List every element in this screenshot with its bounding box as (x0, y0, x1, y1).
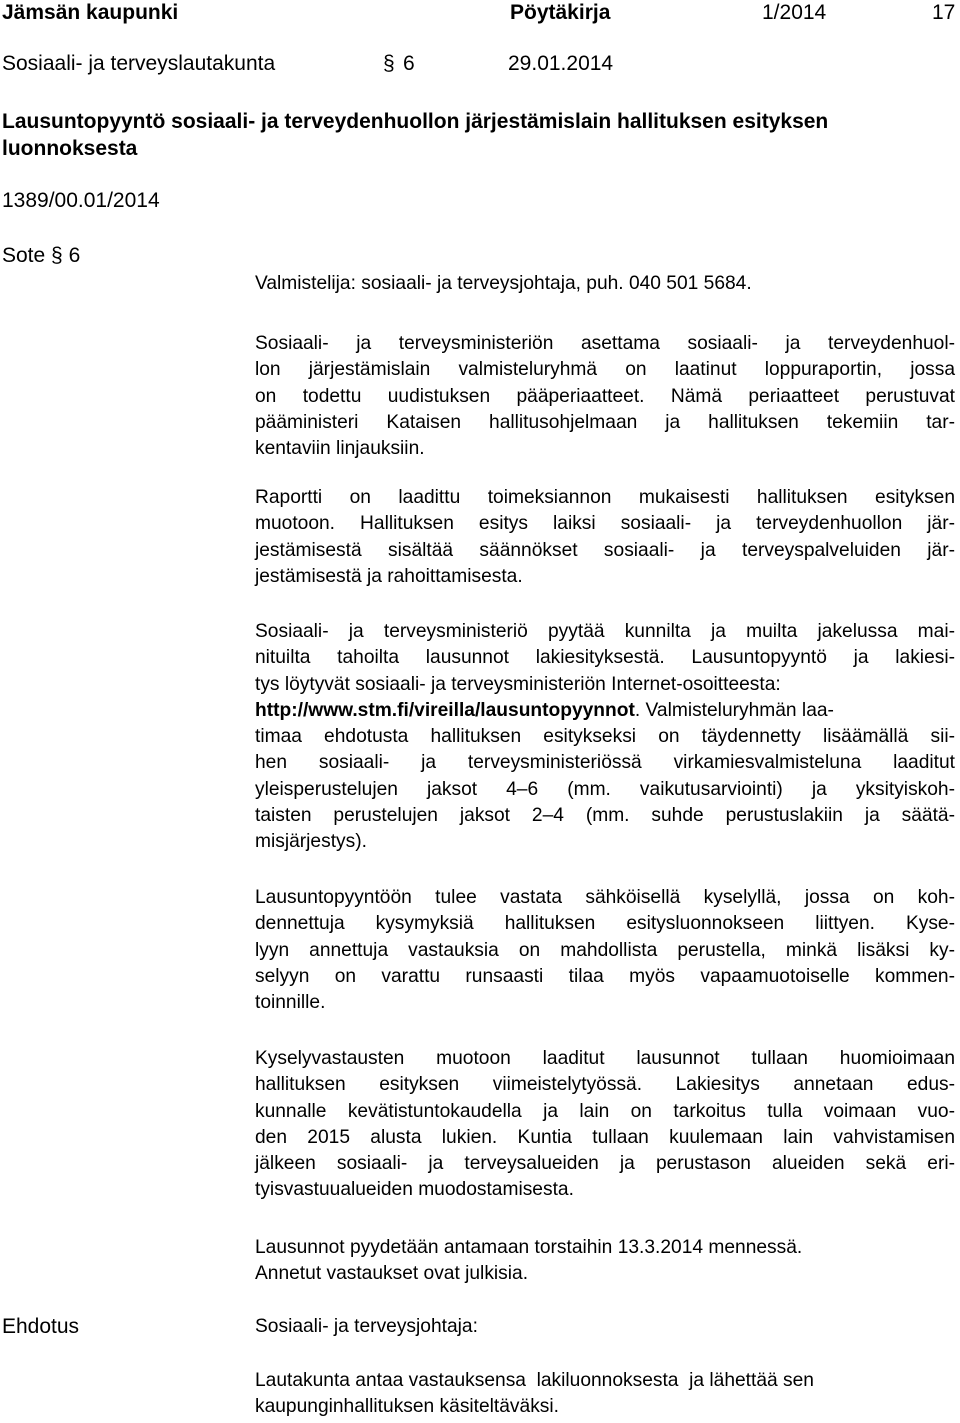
paragraph-1 (255, 331, 955, 462)
paragraph-line: Lautakunta antaa vastauksensa lakiluonnoksesta ja lähettää sen (255, 1370, 814, 1391)
preparer-line: Valmistelija: sosiaali- ja terveysjohtaja, puh. 040 501 5684. (255, 273, 752, 294)
paragraph-line: pääministeri Kataisen hallitusohjelmaan ja hallituksen tekemiin tar- (255, 411, 955, 433)
section-ref-label: Sote (2, 244, 46, 267)
paragraph-line: timaa ehdotusta hallituksen esitykseksi on täydennetty lisäämällä sii- (255, 726, 955, 748)
municipality-name: Jämsän kaupunki (2, 1, 179, 24)
document-number: 1/2014 (762, 1, 827, 24)
paragraph-line: jestämisestä ja rahoittamisesta. (255, 565, 523, 587)
agenda-title-line-1: Lausuntopyyntö sosiaali- ja terveydenhuollon järjestämislain hallituksen esityksen (2, 110, 829, 133)
paragraph-line: yleisperustelujen jaksot 4–6 (mm. vaikutusarviointi) ja yksityiskoh- (255, 778, 955, 800)
paragraph-3 (255, 619, 955, 856)
document-type: Pöytäkirja (510, 1, 611, 24)
paragraph-line: Annetut vastaukset ovat julkisia. (255, 1263, 529, 1285)
paragraph-line: tyisvastuualueiden muodostamisesta. (255, 1179, 574, 1201)
paragraph-6 (255, 1235, 955, 1288)
ministry-url-link[interactable]: http://www.stm.fi/vireilla/lausuntopyynnot (255, 699, 635, 721)
paragraph-line: dennettuja kysymyksiä hallituksen esitysluonnokseen liittyen. Kyse- (255, 913, 955, 935)
paragraph-line: den 2015 alusta lukien. Kuntia tullaan kuulemaan lain vahvistamisen (255, 1126, 955, 1148)
paragraph-line: Lausunnot pyydetään antamaan torstaihin 13.3.2014 mennessä. (255, 1237, 803, 1258)
paragraph-line: Kyselyvastausten muotoon laaditut lausunnot tullaan huomioimaan (255, 1048, 955, 1069)
paragraph-line: jälkeen sosiaali- ja terveysalueiden ja perustason alueiden sekä eri- (255, 1153, 955, 1175)
paragraph-line: Lausuntopyyntöön tulee vastata sähköisellä kyselyllä, jossa on koh- (255, 887, 955, 908)
section-ref-mark: § (51, 244, 63, 267)
section-mark: § (383, 52, 395, 75)
paragraph-line: on todettu uudistuksen pääperiaatteet. Nämä periaatteet perustuvat (255, 385, 955, 407)
paragraph-line: lyyn annettuja vastauksia on mahdollista perustella, minkä lisäksi ky- (255, 939, 955, 961)
paragraph-line: misjärjestys). (255, 831, 367, 853)
paragraph-line: hallituksen esityksen viimeistelytyössä. Lakiesitys annetaan edus- (255, 1074, 955, 1096)
paragraph-5 (255, 1046, 955, 1204)
paragraph-line: selyyn on varattu runsaasti tilaa myös vapaamuotoiselle kommen- (255, 965, 955, 987)
record-number: 1389/00.01/2014 (2, 189, 160, 212)
paragraph-line: Sosiaali- ja terveysministeriö pyytää kunnilta ja muilta jakelussa mai- (255, 621, 955, 642)
paragraph-line: tys löytyvät sosiaali- ja terveysministeriön Internet-osoitteesta: (255, 673, 781, 695)
section-number: 6 (403, 52, 415, 75)
proposal-label: Ehdotus (2, 1315, 80, 1338)
paragraph-line: nituilta tahoilta lausunnot lakiesityksestä. Lausuntopyyntö ja lakiesi- (255, 647, 955, 669)
link-line (255, 698, 955, 724)
link-tail-text: . Valmisteluryhmän laa- (634, 699, 834, 721)
paragraph-line: hen sosiaali- ja terveysministeriössä virkamiesvalmisteluna laaditut (255, 752, 955, 774)
paragraph-4 (255, 885, 955, 1016)
meeting-date: 29.01.2014 (508, 52, 614, 75)
paragraph-line: kunnalle kevätistuntokaudella ja lain on tarkoitus tulla voimaan vuo- (255, 1100, 955, 1122)
board-name: Sosiaali- ja terveyslautakunta (2, 52, 276, 75)
proposal-text (255, 1368, 955, 1421)
paragraph-line: jestämisestä sisältää säännökset sosiaali- ja terveyspalveluiden jär- (255, 539, 955, 561)
page-number: 17 (932, 1, 956, 24)
paragraph-line: Sosiaali- ja terveysministeriön asettama sosiaali- ja terveydenhuol- (255, 333, 955, 354)
paragraph-line: toinnille. (255, 992, 326, 1014)
paragraph-line: taisten perustelujen jaksot 2–4 (mm. suhde perustuslakiin ja säätä- (255, 805, 955, 827)
section-ref (2, 244, 80, 268)
section-ref-number: 6 (68, 244, 81, 267)
paragraph-line: kaupunginhallituksen käsiteltäväksi. (255, 1396, 559, 1418)
paragraph-line: Raportti on laadittu toimeksiannon mukaisesti hallituksen esityksen (255, 487, 955, 508)
paragraph-2 (255, 485, 955, 590)
proposer-line: Sosiaali- ja terveysjohtaja: (255, 1316, 478, 1337)
paragraph-line: lon järjestämislain valmisteluryhmä on laatinut loppuraportin, jossa (255, 359, 955, 381)
paragraph-line: muotoon. Hallituksen esitys laiksi sosiaali- ja terveydenhuollon jär- (255, 513, 955, 535)
paragraph-line: kentaviin linjauksiin. (255, 438, 425, 460)
agenda-title-line-2: luonnoksesta (2, 137, 138, 160)
